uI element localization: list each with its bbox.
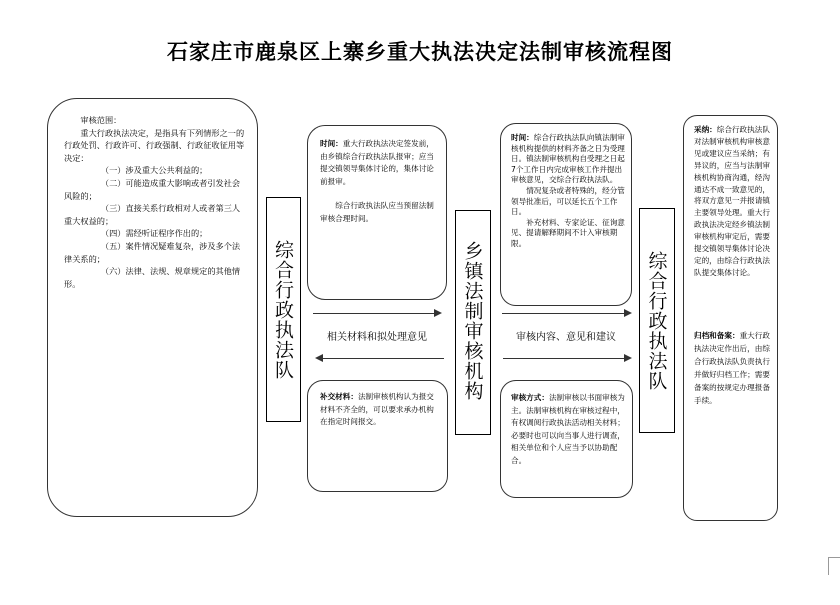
- box-text: 综合行政执法队对法制审核机构审核意见或建议应当采纳；有异议的，应当与法制审核机构协商沟通，经沟通达不成一致意见的，将双方意见一并报请镇主要领导处理。重大行政执法决定经乡镇法制审核机构审定后，需要提交镇领导集体讨论决定的，由综合行政执法队提交集体讨论。: [694, 125, 770, 277]
- scope-heading: 审核范围：: [80, 115, 122, 125]
- supplement-materials-box: [307, 380, 448, 492]
- review-scope-box: [47, 98, 258, 517]
- actor-legal-review-agency: [455, 210, 491, 435]
- box-label: 审核方式：: [511, 393, 549, 402]
- review-time-box: [500, 123, 632, 306]
- scope-item: （一）涉及重大公共利益的；: [100, 165, 208, 176]
- actor-enforcement-team-left: [266, 197, 301, 422]
- box-text: 重大行政执法决定签发前，由乡镇综合行政执法队报审；应当提交镇领导集体讨论的，集体讨论前报审。: [320, 139, 434, 186]
- archive-label: 归档和备案：: [694, 330, 740, 340]
- page-corner-mark: [828, 557, 840, 575]
- actor-label: 综合行政执法队: [645, 251, 668, 391]
- scope-intro: 重大行政执法决定，是指具有下列情形之一的行政处罚、行政许可、行政强制、行政征收征用等决定：: [64, 127, 245, 163]
- box-text: 综合行政执法队向镇法制审核机构提供的材料齐备之日为受理日。镇法制审核机构自受理之日起7个工作日内完成审核工作并提出审核意见，交综合行政执法队。: [511, 133, 625, 185]
- arrow-right: [313, 313, 440, 314]
- box-label: 时间：: [511, 133, 534, 142]
- arrow-label-review-opinion: 审核内容、意见和建议: [516, 332, 616, 343]
- review-method-box: [500, 380, 633, 498]
- box-note: 补充材料、专家论证、征询意见、提请解释期间不计入审核期限。: [511, 217, 625, 248]
- scope-item: （五）案件情况疑难复杂，涉及多个法律关系的；: [64, 240, 241, 264]
- scope-item: （六）法律、法规、规章规定的其他情形。: [64, 266, 241, 289]
- adoption-box: [683, 115, 778, 521]
- arrow-right: [502, 313, 630, 314]
- submit-time-box: [307, 125, 447, 300]
- arrow-right: [503, 358, 630, 359]
- actor-label: 乡镇法制审核机构: [461, 241, 484, 401]
- scope-item: （四）需经听证程序作出的；: [100, 228, 208, 239]
- actor-enforcement-team-right: [639, 208, 675, 433]
- page-title: 石家庄市鹿泉区上寨乡重大执法决定法制审核流程图: [167, 40, 673, 64]
- scope-item: （三）直接关系行政相对人或者第三人重大权益的；: [64, 203, 241, 226]
- arrow-left: [317, 358, 444, 359]
- box-label: 补交材料：: [320, 392, 358, 401]
- actor-label: 综合行政执法队: [272, 240, 294, 380]
- box-text: 法制审核以书面审核为主。法制审核机构在审核过程中，有权调阅行政执法活动相关材料；必要时也可以向当事人进行调查，相关单位和个人应当予以协助配合。: [511, 393, 625, 465]
- box-note: 情况复杂或者特殊的，经分管领导批准后，可以延长五个工作日。: [511, 185, 625, 217]
- scope-item: （二）可能造成重大影响或者引发社会风险的；: [64, 177, 241, 201]
- box-label: 时间：: [320, 139, 343, 148]
- archive-text: 重大行政执法决定作出后，由综合行政执法队负责执行并做好归档工作；需要备案的按规定办理报备手续。: [694, 330, 770, 405]
- arrow-label-materials: 相关材料和拟处理意见: [327, 332, 427, 343]
- box-text: 法制审核机构认为报交材料不齐全的，可以要求承办机构在指定时间报交。: [320, 392, 434, 426]
- box-note: 综合行政执法队应当预留法制审核合理时间。: [320, 201, 434, 223]
- box-label: 采纳：: [694, 125, 717, 134]
